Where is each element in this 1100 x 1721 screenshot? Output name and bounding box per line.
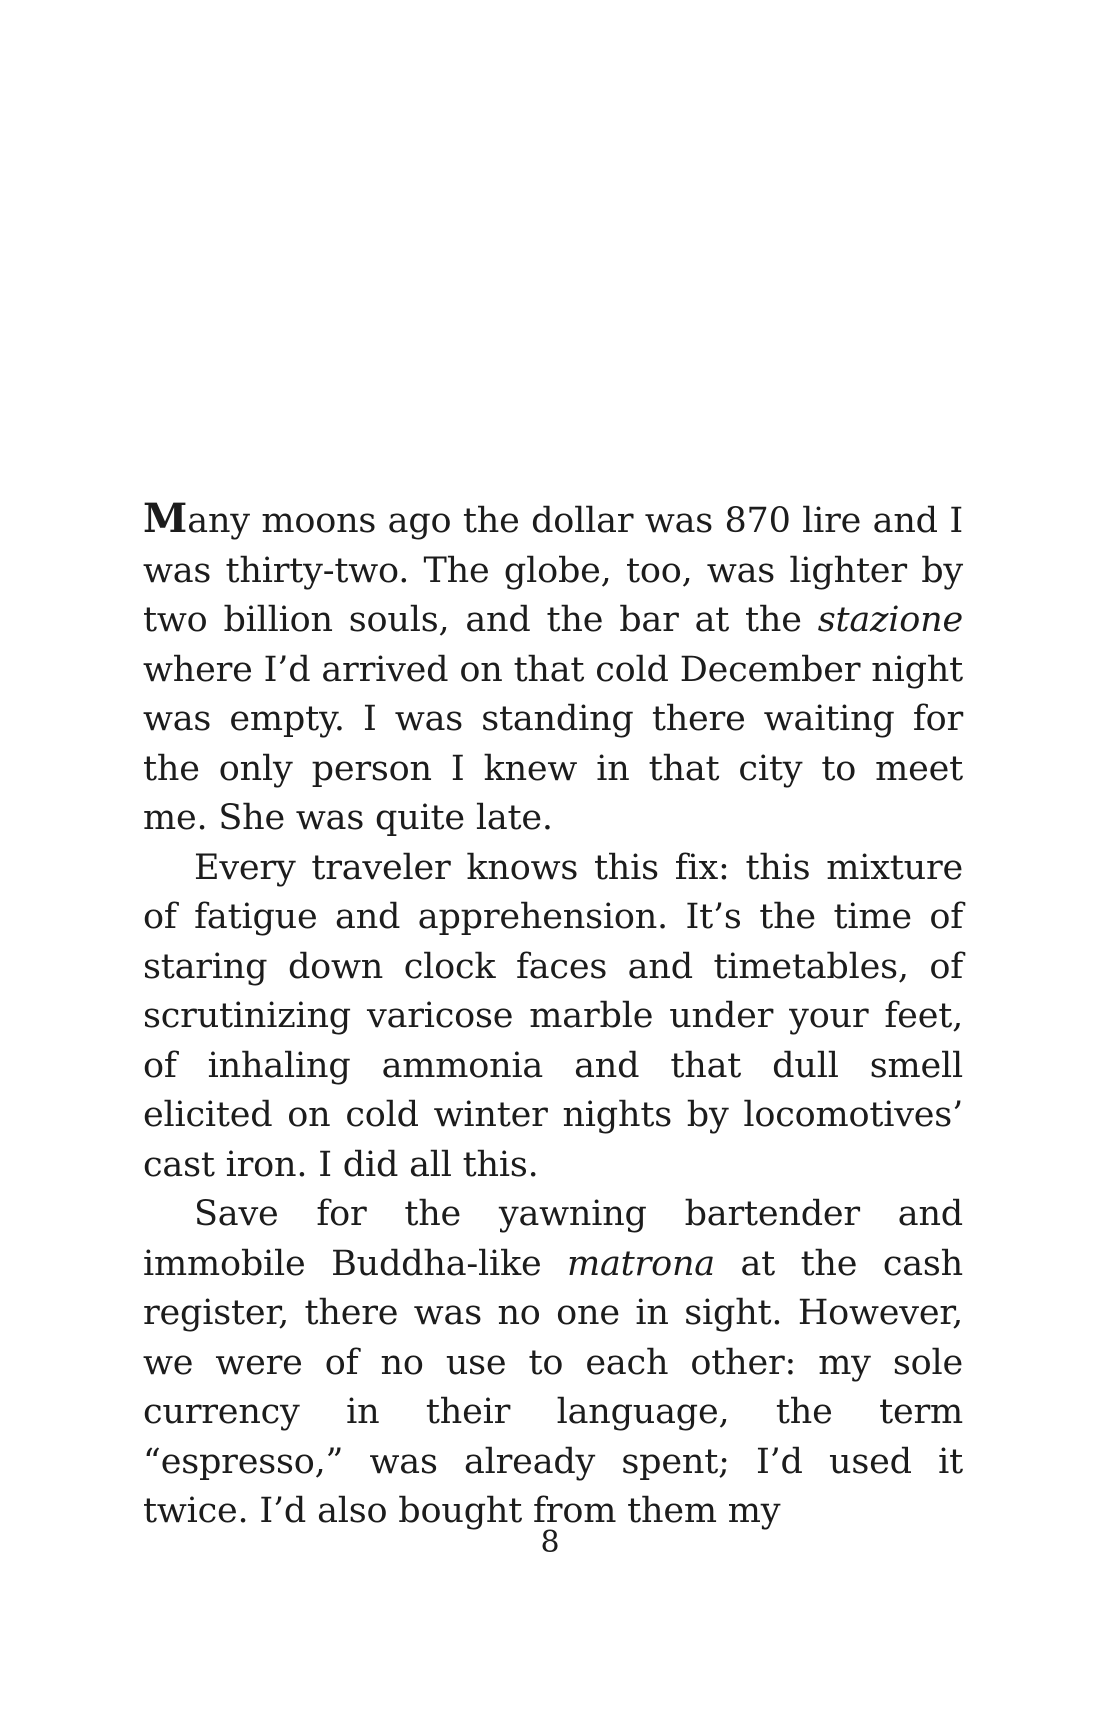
paragraph-1-text-1: any moons ago the dollar was 870 lire and I was thirty-two. The globe, too, was lighter by two billion souls, and the bar at the bbox=[143, 501, 963, 640]
body-text bbox=[143, 494, 963, 1537]
paragraph-2-text: Every traveler knows this fix: this mixture of fatigue and apprehension. It’s the time of staring down clock faces and timetables, of scrutinizing varicose marble under your feet, of inhaling ammonia and that dull smell elicited on cold winter nights by locomotives’ cast iron. I did all this. bbox=[143, 847, 963, 1185]
paragraph-1 bbox=[143, 494, 963, 844]
drop-cap: M bbox=[143, 495, 188, 542]
italic-term-matrona: matrona bbox=[567, 1243, 715, 1284]
paragraph-1-text-2: where I’d arrived on that cold December night was empty. I was standing there waiting for the only person I knew in that city to meet me. She was quite late. bbox=[143, 649, 963, 838]
paragraph-3-text-1: Save for the yawning bartender and immobile Buddha-like bbox=[143, 1194, 963, 1284]
paragraph-3-text-2: at the cash register, there was no one in sight. However, we were of no use to each other: my sole currency in their language, the term “espresso,” was already spent; I’d used it twice. I’d also bought from them my bbox=[143, 1243, 963, 1531]
paragraph-3 bbox=[143, 1190, 963, 1537]
page-number: 8 bbox=[540, 1525, 560, 1560]
paragraph-2 bbox=[143, 844, 963, 1191]
italic-term-stazione: stazione bbox=[817, 600, 963, 640]
